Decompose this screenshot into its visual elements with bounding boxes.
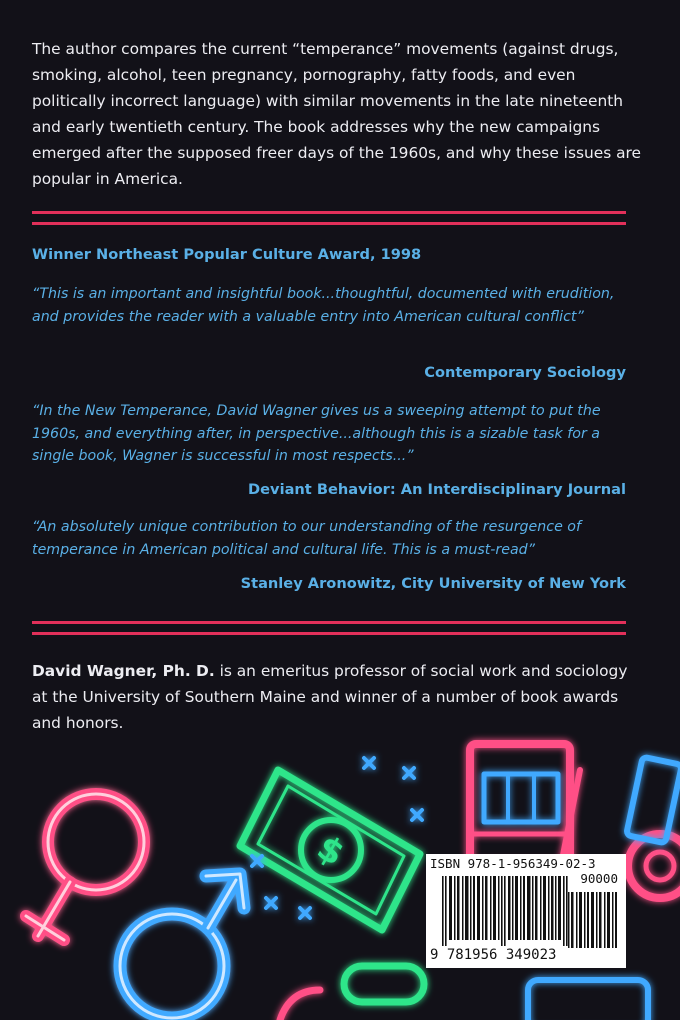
review-source: Deviant Behavior: An Interdisciplinary Journal — [248, 481, 626, 498]
author-bio — [32, 658, 632, 736]
author-bio-text: is an emeritus professor of social work and sociology at the University of Southern Maine and winner of a number of book awards and honors. — [32, 662, 628, 732]
book-description: The author compares the current “temperance” movements (against drugs, smoking, alcohol, teen pregnancy, pornography, fatty foods, and even politically incorrect language) with similar movements in the late nineteenth and early twentieth century. The book addresses why the new campaigns emerged after the supposed freer days of the 1960s, and why these issues are popular in America. — [32, 40, 642, 188]
isbn-number: ISBN 978-1-956349-02-3 — [430, 856, 596, 871]
male-symbol-icon — [120, 874, 244, 1018]
slot-machine-icon — [470, 744, 570, 864]
divider-top-2 — [32, 222, 626, 225]
addon-barcode — [568, 892, 626, 952]
review-source: Contemporary Sociology — [424, 364, 626, 381]
review-quote: “An absolutely unique contribution to our understanding of the resurgence of temperance in American political and cultural life. This is a must-read” — [32, 519, 581, 558]
barcode-label — [426, 854, 626, 968]
ean-digits: 9 781956 349023 — [430, 947, 557, 963]
divider-bottom-2 — [32, 632, 626, 635]
divider-top-1 — [32, 211, 626, 214]
review-quote: “In the New Temperance, David Wagner gives us a sweeping attempt to put the 1960s, and everything after, in perspective...although this is a sizable task for a single book, Wagner is successful in most respects...” — [32, 403, 601, 464]
divider-bottom-1 — [32, 621, 626, 624]
award-line: Winner Northeast Popular Culture Award, 1998 — [32, 246, 422, 263]
price-code: 90000 — [580, 871, 618, 886]
female-symbol-icon — [26, 794, 144, 940]
playing-cards-icon — [626, 757, 680, 844]
author-name: David Wagner, Ph. D. — [32, 662, 215, 680]
review-source: Stanley Aronowitz, City University of New York — [240, 575, 626, 592]
svg-text:$: $ — [310, 827, 351, 875]
ean-barcode — [442, 876, 570, 946]
review-quote: “This is an important and insightful book...thoughtful, documented with erudition, and provides the reader with a valuable entry into American cultural conflict” — [32, 286, 615, 325]
